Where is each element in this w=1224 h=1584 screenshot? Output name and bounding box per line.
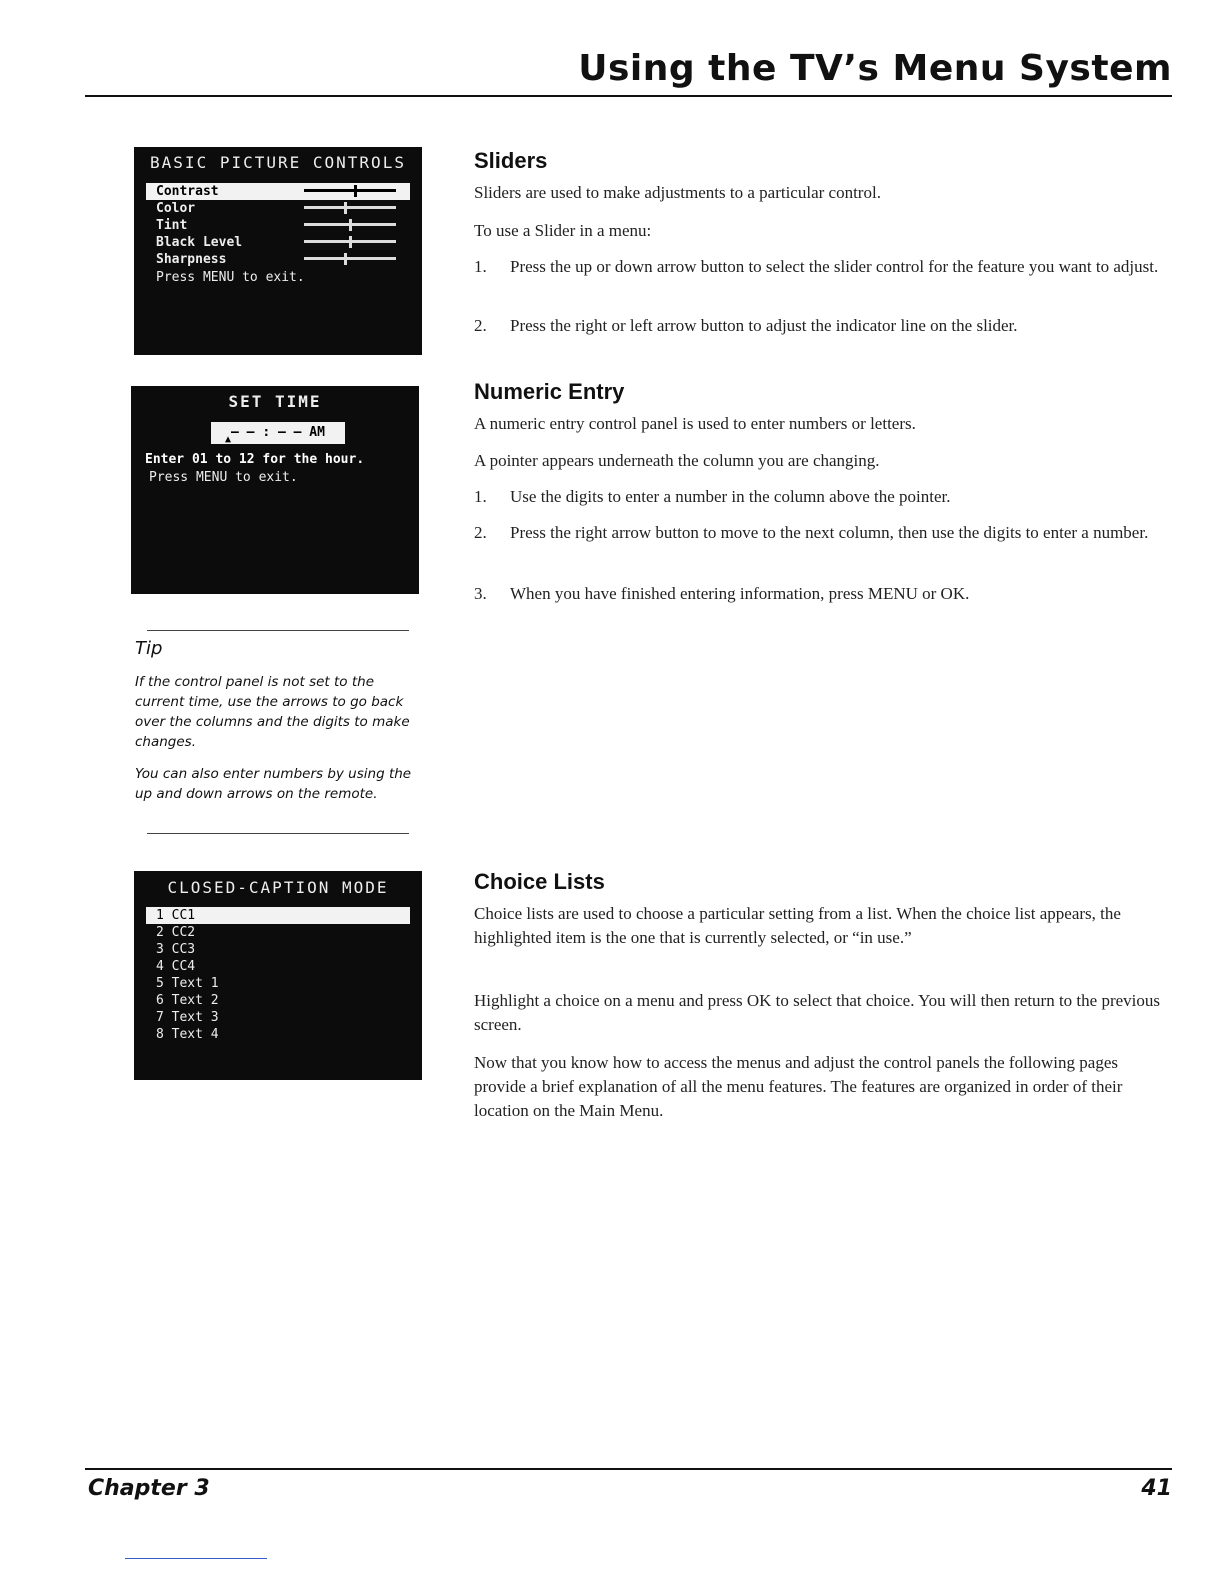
slider-thumb[interactable]: [354, 185, 357, 197]
exit-hint: Press MENU to exit.: [156, 270, 305, 285]
slider-row-contrast[interactable]: [146, 183, 410, 200]
choice-item[interactable]: 4 CC4: [156, 959, 196, 974]
slider-thumb[interactable]: [344, 202, 347, 214]
slider-row-black-level[interactable]: [146, 234, 410, 251]
slider[interactable]: [304, 203, 396, 213]
choice-item[interactable]: 3 CC3: [156, 942, 196, 957]
choice-item[interactable]: 5 Text 1: [156, 976, 219, 991]
screen-title: CLOSED-CAPTION MODE: [167, 878, 389, 897]
choice-p1: Choice lists are used to choose a particular setting from a list. When the choice list appears, the highlighted item is the one that is currently selected, or “in use.”: [474, 904, 1121, 947]
closed-caption-mode-screen: [134, 871, 422, 1080]
header-rule: [85, 95, 1172, 97]
slider[interactable]: [304, 186, 396, 196]
set-time-screen: [131, 386, 419, 594]
tip-rule-top: [147, 630, 409, 631]
footer-rule: [85, 1468, 1172, 1470]
slider-label: Contrast: [156, 184, 219, 199]
choice-p3: Now that you know how to access the menus and adjust the control panels the following pages provide a brief explanation of all the menu features. The features are organized in order of their location on the Main Menu.: [474, 1053, 1123, 1120]
slider-label: Sharpness: [156, 252, 227, 267]
slider-label: Color: [156, 201, 196, 216]
choice-item[interactable]: 8 Text 4: [156, 1027, 219, 1042]
pointer-icon: ▲: [225, 434, 232, 445]
sliders-heading: Sliders: [474, 148, 548, 173]
slider-row-sharpness[interactable]: [146, 251, 410, 268]
slider-thumb[interactable]: [344, 253, 347, 265]
slider-label: Tint: [156, 218, 188, 233]
sliders-use: To use a Slider in a menu:: [474, 221, 652, 240]
link-underline: [125, 1558, 267, 1559]
tip-text: If the control panel is not set to the current time, use the arrows to go back over the columns and the digits to make changes.: [135, 674, 410, 750]
slider[interactable]: [304, 237, 396, 247]
numeric-p2: A pointer appears underneath the column you are changing.: [474, 451, 880, 470]
step-text: Press the right or left arrow button to adjust the indicator line on the slider.: [510, 316, 1018, 335]
slider-thumb[interactable]: [349, 236, 352, 248]
basic-picture-controls-screen: [134, 147, 422, 355]
slider[interactable]: [304, 220, 396, 230]
step-text: Press the up or down arrow button to select the slider control for the feature you want to adjust.: [510, 257, 1159, 276]
time-entry-field[interactable]: — — : — — AM: [211, 422, 345, 444]
page-title: Using the TV’s Menu System: [578, 48, 1172, 89]
choice-item[interactable]: 6 Text 2: [156, 993, 219, 1008]
step-number: 3.: [474, 584, 487, 603]
screen-title: BASIC PICTURE CONTROLS: [150, 153, 406, 172]
slider-label: Black Level: [156, 235, 243, 250]
entry-hint: Enter 01 to 12 for the hour.: [145, 452, 365, 467]
tip-rule-bottom: [147, 833, 409, 834]
tip-text: You can also enter numbers by using the up and down arrows on the remote.: [135, 766, 412, 802]
step-number: 1.: [474, 487, 487, 506]
screen-title: SET TIME: [228, 392, 322, 411]
sliders-intro: Sliders are used to make adjustments to a particular control.: [474, 183, 881, 202]
choice-item[interactable]: 2 CC2: [156, 925, 196, 940]
slider[interactable]: [304, 254, 396, 264]
numeric-entry-heading: Numeric Entry: [474, 379, 625, 404]
slider-row-tint[interactable]: [146, 217, 410, 234]
step-number: 1.: [474, 257, 487, 276]
numeric-p1: A numeric entry control panel is used to enter numbers or letters.: [474, 414, 916, 433]
step-text: Press the right arrow button to move to the next column, then use the digits to enter a number.: [510, 523, 1149, 542]
choice-item[interactable]: 1 CC1: [146, 907, 410, 924]
choice-lists-heading: Choice Lists: [474, 869, 605, 894]
slider-thumb[interactable]: [349, 219, 352, 231]
step-text: Use the digits to enter a number in the column above the pointer.: [510, 487, 951, 506]
step-text: When you have finished entering information, press MENU or OK.: [510, 584, 970, 603]
chapter-label: Chapter 3: [88, 1476, 210, 1501]
step-number: 2.: [474, 316, 487, 335]
page-number: 41: [1141, 1476, 1172, 1501]
choice-item[interactable]: 7 Text 3: [156, 1010, 219, 1025]
choice-p2: Highlight a choice on a menu and press OK to select that choice. You will then return to the previous screen.: [474, 991, 1160, 1034]
slider-row-color[interactable]: [146, 200, 410, 217]
exit-hint: Press MENU to exit.: [149, 470, 298, 485]
tip-heading: Tip: [135, 638, 163, 659]
step-number: 2.: [474, 523, 487, 542]
